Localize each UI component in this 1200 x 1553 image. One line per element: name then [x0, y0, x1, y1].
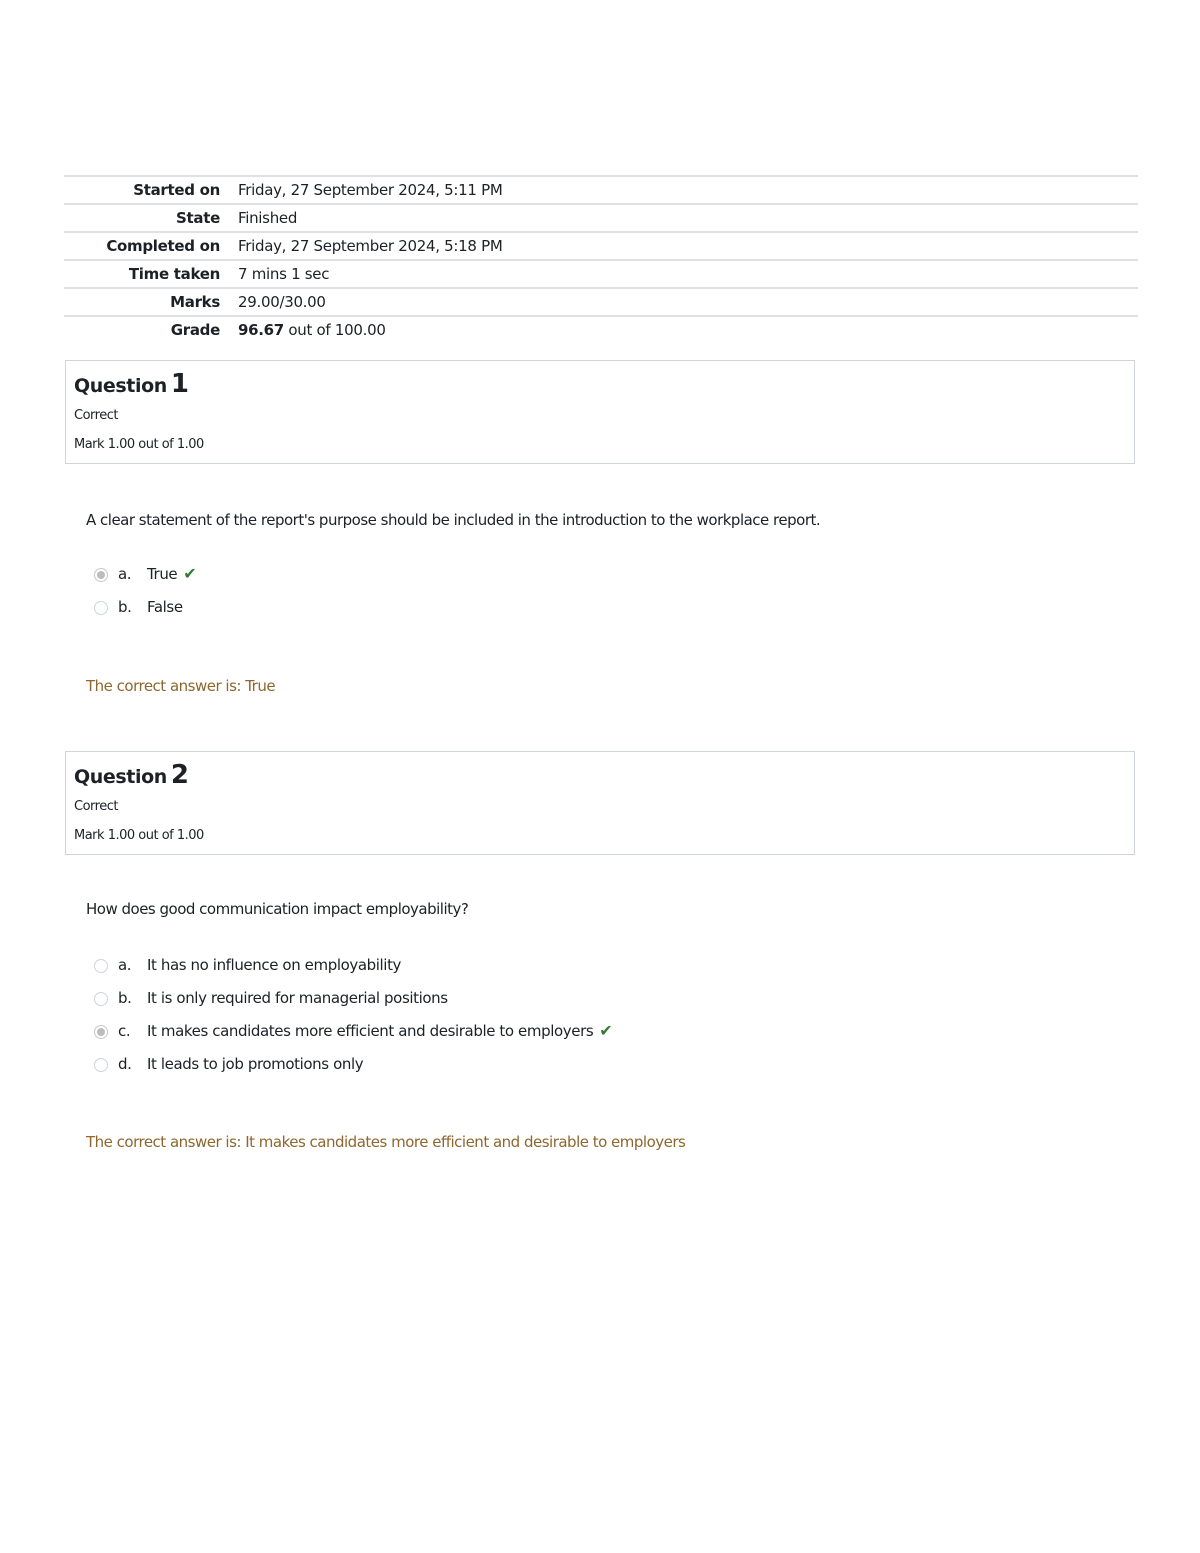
radio-button[interactable] [94, 1058, 108, 1072]
attempt-summary-table [64, 175, 1138, 343]
radio-button[interactable] [94, 992, 108, 1006]
summary-row-time-taken [64, 260, 1138, 288]
option-letter: b. [118, 988, 132, 1007]
option-letter: d. [118, 1054, 132, 1073]
option-text: False [147, 597, 183, 616]
summary-row-started [64, 176, 1138, 204]
grade-out-of: out of 100.00 [283, 321, 386, 339]
question-1-info [65, 360, 1135, 464]
option-text: It is only required for managerial positions [147, 988, 448, 1007]
answer-option[interactable] [94, 948, 612, 981]
option-text: It leads to job promotions only [147, 1054, 364, 1073]
question-state: Correct [74, 408, 118, 423]
question-grade: Mark 1.00 out of 1.00 [74, 437, 204, 452]
radio-button[interactable] [94, 601, 108, 615]
question-state: Correct [74, 799, 118, 814]
check-icon: ✔ [183, 564, 197, 583]
radio-button[interactable] [94, 568, 108, 582]
summary-label: Time taken [128, 265, 220, 283]
question-1-feedback: The correct answer is: True [86, 677, 276, 695]
option-letter: a. [118, 955, 132, 974]
check-icon: ✔ [599, 1021, 613, 1040]
summary-label: Grade [170, 321, 220, 339]
summary-row-state [64, 204, 1138, 232]
question-number: Question 1 [74, 369, 189, 399]
question-2-answers [94, 948, 612, 1080]
question-number-value: 2 [170, 760, 189, 790]
summary-label: State [176, 209, 220, 227]
summary-value: 29.00/30.00 [238, 293, 326, 311]
question-number: Question 2 [74, 760, 189, 790]
summary-row-grade [64, 316, 1138, 343]
radio-button[interactable] [94, 1025, 108, 1039]
option-letter: c. [118, 1021, 131, 1040]
answer-option[interactable] [94, 981, 612, 1014]
option-text: True [147, 564, 178, 583]
summary-value: 7 mins 1 sec [238, 265, 330, 283]
question-2-feedback: The correct answer is: It makes candidates more efficient and desirable to employers [86, 1133, 686, 1151]
answer-option[interactable] [94, 1014, 612, 1047]
question-1-answers [94, 557, 196, 623]
summary-label: Completed on [106, 237, 220, 255]
option-text: It makes candidates more efficient and desirable to employers [147, 1021, 594, 1040]
answer-option[interactable] [94, 590, 196, 623]
radio-button[interactable] [94, 959, 108, 973]
summary-value: Finished [238, 209, 298, 227]
question-number-value: 1 [170, 369, 189, 399]
question-2-text: How does good communication impact employability? [86, 900, 469, 918]
option-letter: a. [118, 564, 132, 583]
summary-value: Friday, 27 September 2024, 5:18 PM [238, 237, 503, 255]
summary-value [236, 316, 1138, 343]
option-text: It has no influence on employability [147, 955, 402, 974]
question-2-info [65, 751, 1135, 855]
summary-row-completed [64, 232, 1138, 260]
question-grade: Mark 1.00 out of 1.00 [74, 828, 204, 843]
question-1-text: A clear statement of the report's purpose should be included in the introduction to the workplace report. [86, 511, 821, 529]
option-letter: b. [118, 597, 132, 616]
grade-score: 96.67 [238, 321, 284, 339]
summary-value: Friday, 27 September 2024, 5:11 PM [238, 181, 503, 199]
summary-row-marks [64, 288, 1138, 316]
summary-label: Started on [133, 181, 220, 199]
summary-label: Marks [170, 293, 220, 311]
answer-option[interactable] [94, 557, 196, 590]
answer-option[interactable] [94, 1047, 612, 1080]
